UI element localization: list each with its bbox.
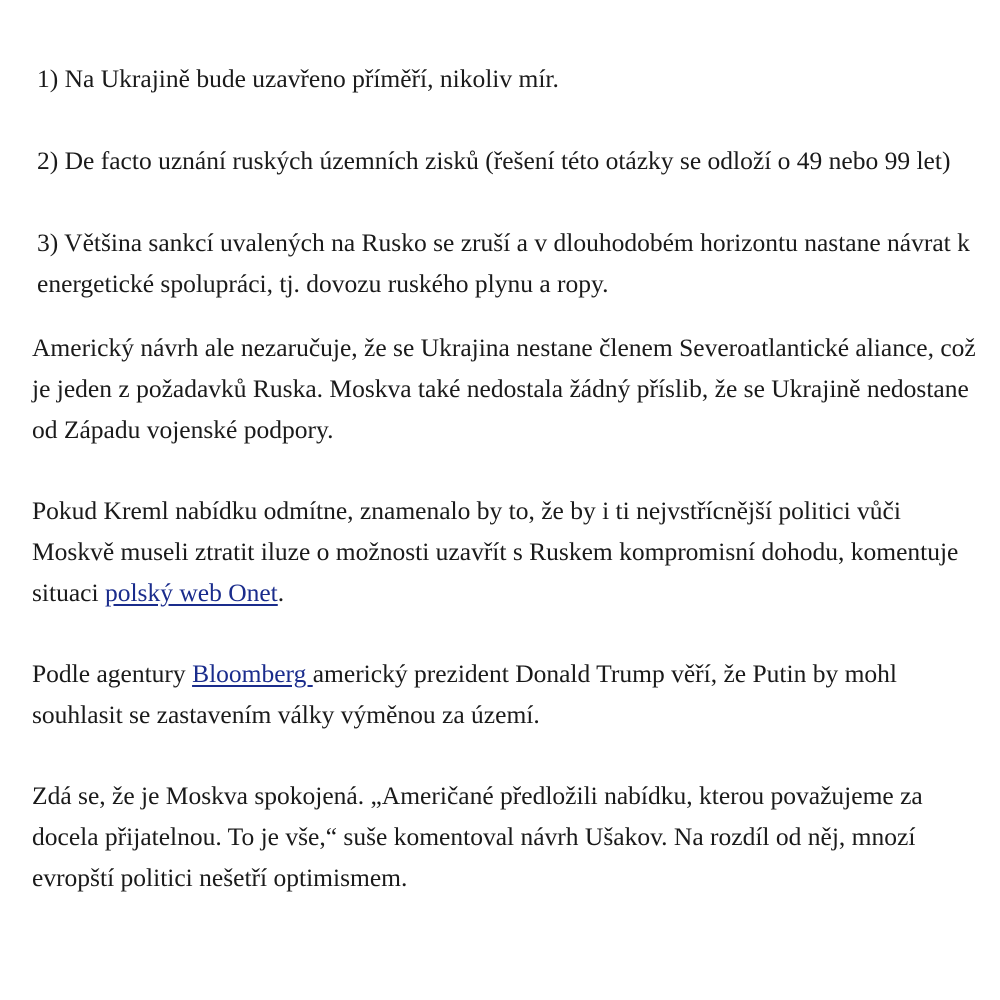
paragraph-text-end: . <box>277 578 285 607</box>
point-2: 2) De facto uznání ruských územních zisků (řešení této otázky se odloží o 49 nebo 99 let) <box>37 146 951 175</box>
numbered-points <box>37 58 982 304</box>
paragraph-moscow-satisfied: Zdá se, že je Moskva spokojená. „Američané předložili nabídku, kterou považujeme za docela přijatelnou. To je vše,“ suše komentoval návrh Ušakov. Na rozdíl od něj, mnozí evropští politici nešetří optimismem. <box>32 781 923 892</box>
onet-link[interactable]: polský web Onet <box>104 578 278 607</box>
point-3: 3) Většina sankcí uvalených na Rusko se zruší a v dlouhodobém horizontu nastane návrat k energetické spolupráci, tj. dovozu ruského plynu a ropy. <box>37 228 970 298</box>
paragraph-kremlin-refusal <box>32 490 982 613</box>
article-body <box>32 58 982 938</box>
paragraph-text: Pokud Kreml nabídku odmítne, znamenalo by to, že by i ti nejvstřícnější politici vůči Moskvě museli ztratit iluze o možnosti uzavřít s Ruskem kompromisní dohodu, komentuje situaci <box>32 496 959 607</box>
paragraph-bloomberg <box>32 653 982 735</box>
paragraph-text: Podle agentury <box>32 659 193 688</box>
paragraph-text-end: americký prezident Donald Trump věří, že Putin by mohl souhlasit se zastavením války výměnou za území. <box>32 659 897 729</box>
bloomberg-link[interactable]: Bloomberg <box>192 659 313 688</box>
paragraph-nato: Americký návrh ale nezaručuje, že se Ukrajina nestane členem Severoatlantické aliance, což je jeden z požadavků Ruska. Moskva také nedostala žádný příslib, že se Ukrajině nedostane od Západu vojenské podpory. <box>32 333 976 444</box>
point-1: 1) Na Ukrajině bude uzavřeno příměří, nikoliv mír. <box>37 64 559 93</box>
